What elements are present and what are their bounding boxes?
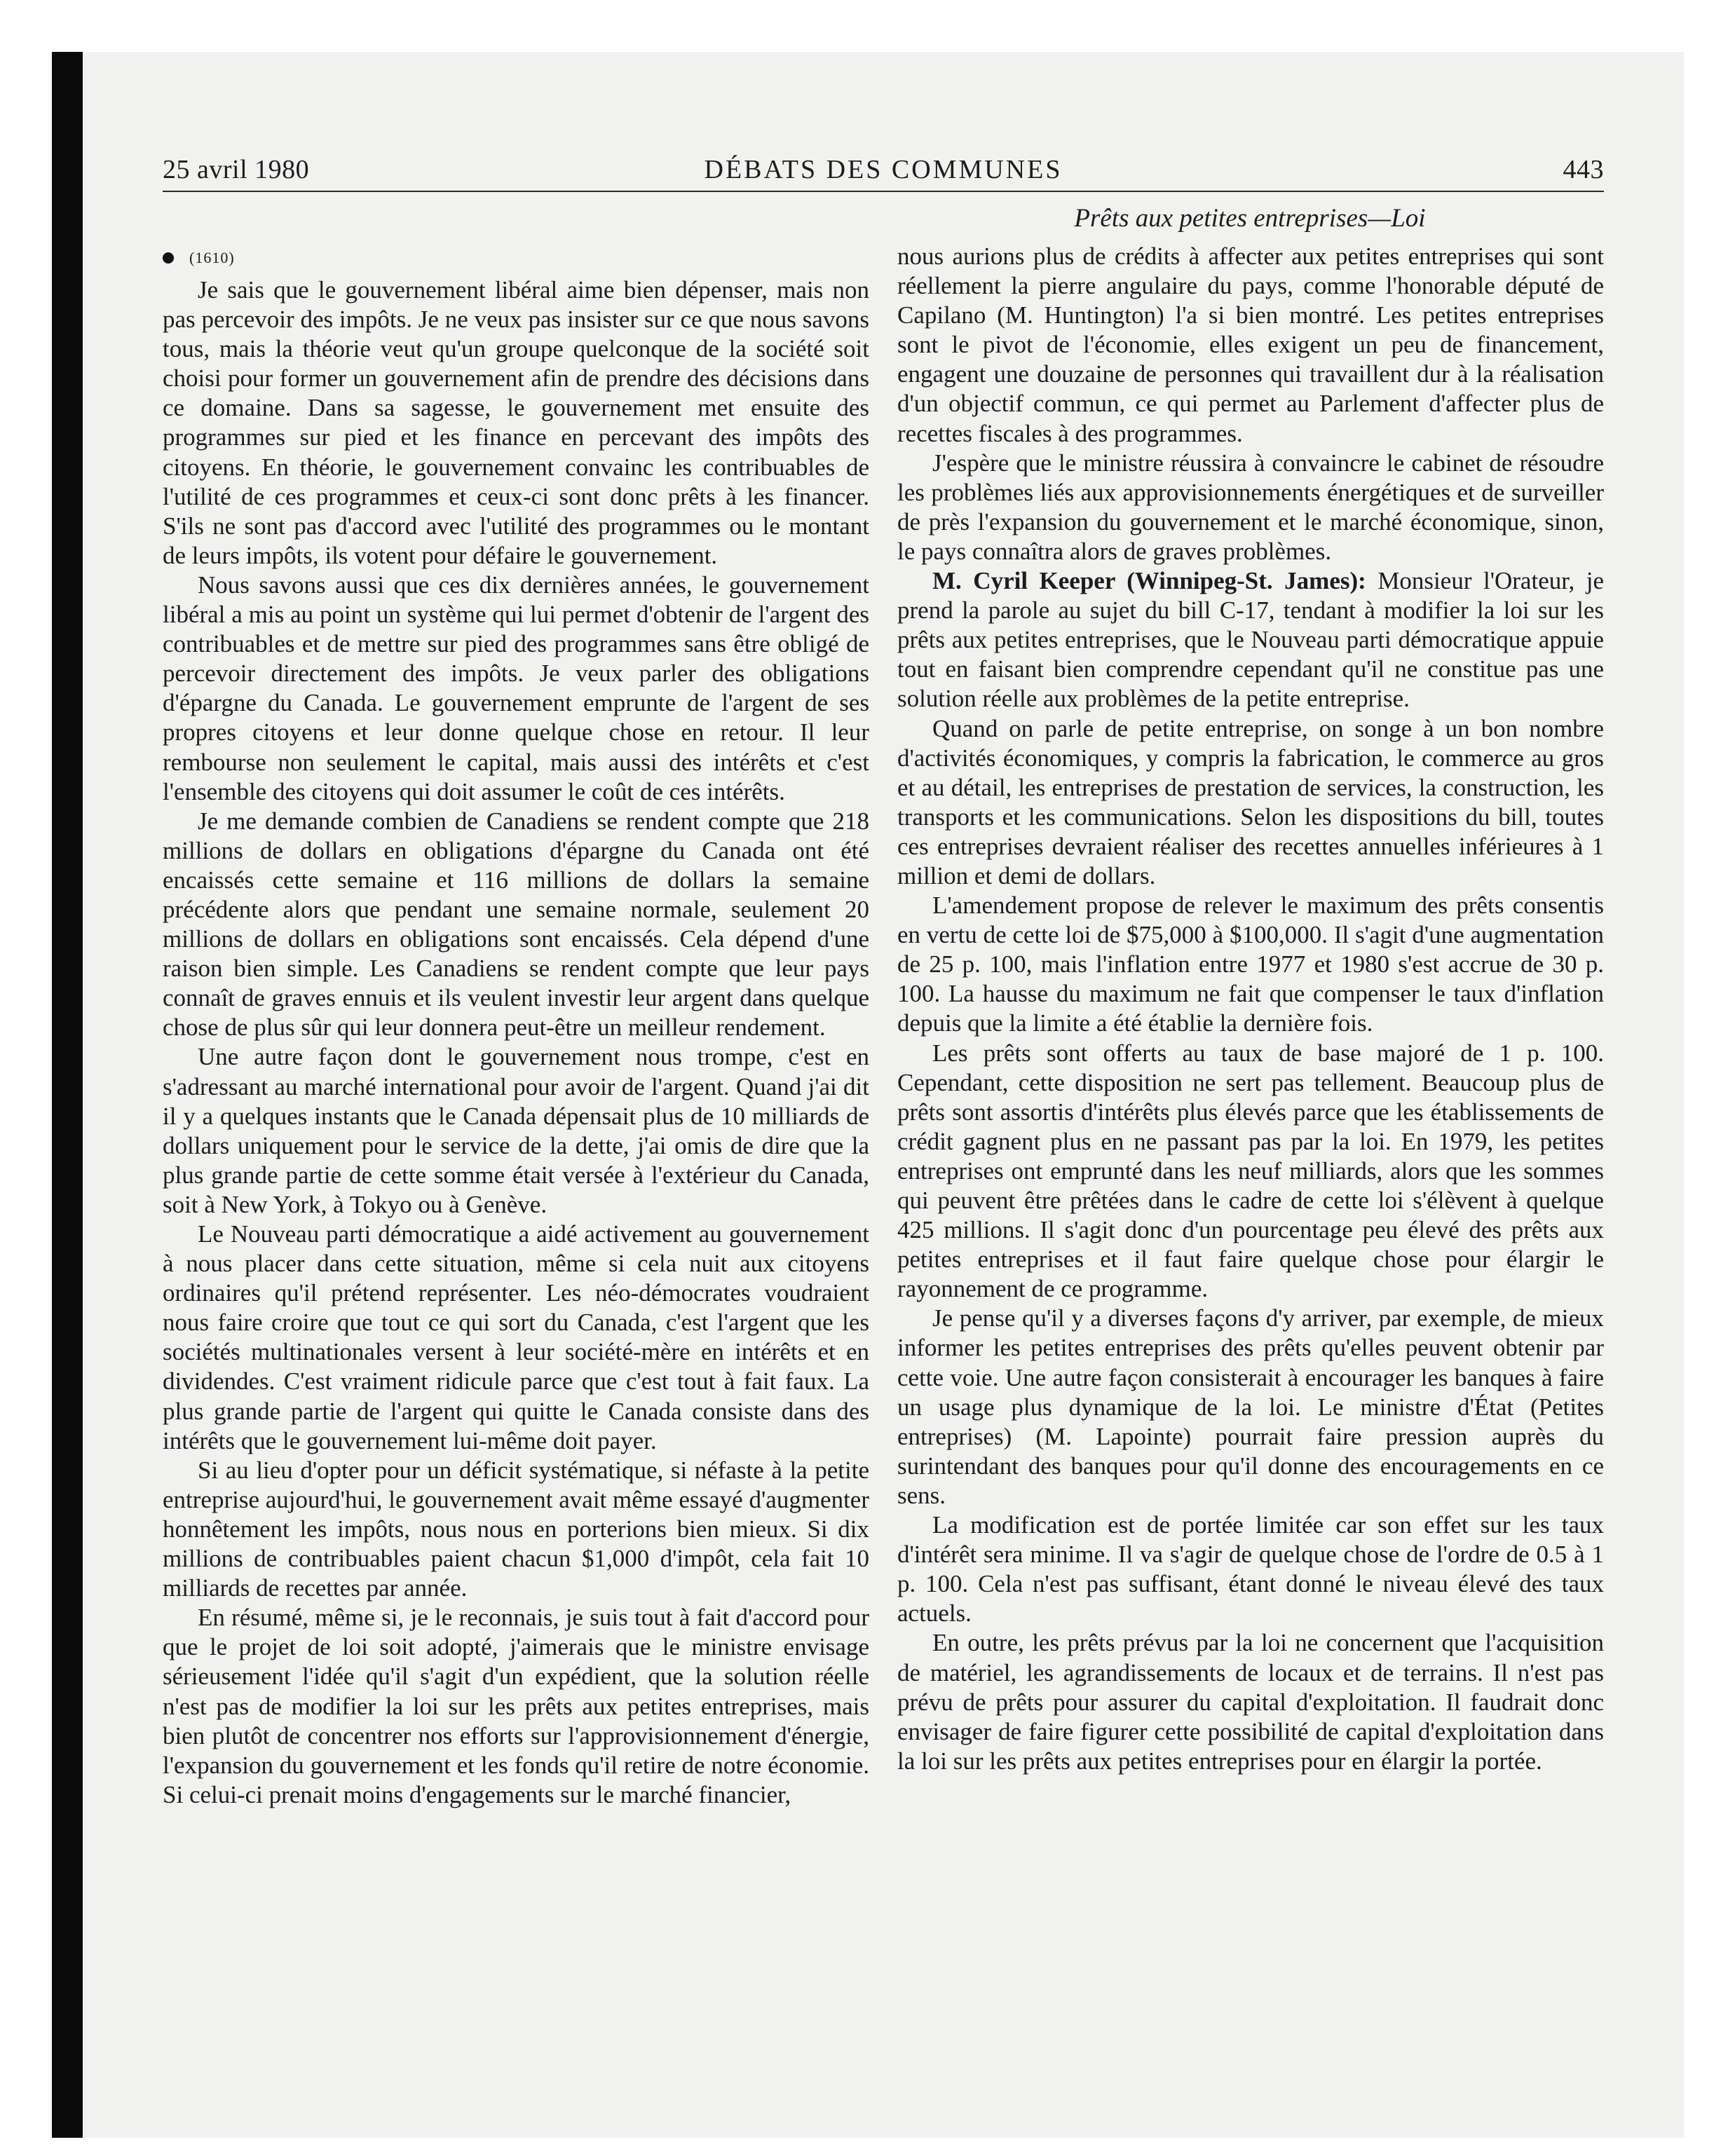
- paragraph-continuation: nous aurions plus de crédits à affecter aux petites entreprises qui sont réellement la pierre angulaire du pays, comme l'honorable député de Capilano (M. Huntington) l'a si bien montré. Les petites entreprises sont le pivot de l'économie, elles exigent un peu de financement, engagent une douzaine de personnes qui travaillent dur à la réalisation d'un objectif commun, ce qui permet au Parlement d'affecter plus de recettes fiscales à des programmes.: [897, 243, 1604, 447]
- paragraph: Une autre façon dont le gouvernement nous trompe, c'est en s'adressant au marché international pour avoir de l'argent. Quand j'ai dit il y a quelques instants que le Canada dépensait plus de 10 milliards de dollars uniquement pour le service de la dette, j'ai omis de dire que la plus grande partie de cette somme était versée à l'extérieur du Canada, soit à New York, à Tokyo ou à Genève.: [163, 1043, 869, 1218]
- header-title: DÉBATS DES COMMUNES: [704, 155, 1063, 184]
- paragraph: En résumé, même si, je le reconnais, je suis tout à fait d'accord pour que le projet de loi soit adopté, j'aimerais que le ministre envisage sérieusement l'idée qu'il s'agit d'un expédient, que la solution réelle n'est pas de modifier la loi sur les prêts aux petites entreprises, mais bien plutôt de concentrer nos efforts sur l'approvisionnement d'énergie, l'expansion du gouvernement et les fonds qu'il retire de notre économie. Si celui-ci prenait moins d'engagements sur le marché financier,: [163, 1604, 869, 1808]
- paragraph: Nous savons aussi que ces dix dernières années, le gouvernement libéral a mis au point un système qui lui permet d'obtenir de l'argent des contribuables et de mettre sur pied des programmes sans être obligé de percevoir directement des impôts. Je veux parler des obligations d'épargne du Canada. Le gouvernement emprunte de l'argent de ses propres citoyens et leur donne quelque chose en retour. Il leur rembourse non seulement le capital, mais aussi des intérêts et c'est l'ensemble des citoyens qui doit assumer le coût de ces intérêts.: [163, 571, 869, 805]
- paragraph: La modification est de portée limitée car son effet sur les taux d'intérêt sera minime. Il va s'agir de quelque chose de l'ordre de 0.5 à 1 p. 100. Cela n'est pas suffisant, étant donné le niveau élevé des taux actuels.: [897, 1511, 1604, 1628]
- paragraph: Les prêts sont offerts au taux de base majoré de 1 p. 100. Cependant, cette disposition ne sert pas tellement. Beaucoup plus de prêts sont assortis d'intérêts plus élevés parce que les établissements de crédit gagnent plus en ne passant pas par la loi. En 1979, les petites entreprises ont emprunté dans les neuf milliards, alors que les sommes qui peuvent être prêtées dans le cadre de cette loi s'élèvent à quelque 425 millions. Il s'agit donc d'un pourcentage peu élevé des prêts aux petites entreprises et il faut faire quelque chose pour élargir le rayonnement de ce programme.: [897, 1039, 1604, 1303]
- paragraph: J'espère que le ministre réussira à convaincre le cabinet de résoudre les problèmes liés aux approvisionnements énergétiques et de surveiller de près l'expansion du gouvernement et le marché économique, sinon, le pays connaîtra alors de graves problèmes.: [897, 449, 1604, 565]
- left-column: [163, 242, 869, 1810]
- time-marker: [163, 242, 869, 271]
- paragraph: En outre, les prêts prévus par la loi ne concernent que l'acquisition de matériel, les agrandissements de locaux et de terrains. Il n'est pas prévu de prêts pour assurer du capital d'exploitation. Il faudrait donc envisager de faire figurer cette possibilité de capital d'exploitation dans la loi sur les prêts aux petites entreprises pour en élargir la portée.: [897, 1629, 1604, 1775]
- header-rule: [163, 191, 1604, 192]
- paragraph: Je pense qu'il y a diverses façons d'y arriver, par exemple, de mieux informer les petites entreprises des prêts qu'elles peuvent obtenir par cette voie. Une autre façon consisterait à encourager les banques à faire un usage plus dynamique de la loi. Le ministre d'État (Petites entreprises) (M. Lapointe) pourrait faire pression auprès du surintendant des banques pour qu'il donne des encouragements en ce sens.: [897, 1304, 1604, 1509]
- speaker-name: M. Cyril Keeper (Winnipeg-St. James):: [932, 567, 1366, 595]
- speaker-text: Monsieur l'Orateur, je prend la parole au sujet du bill C-17, tendant à modifier la loi sur les prêts aux petites entreprises, que le Nouveau parti démocratique appuie tout en faisant bien comprendre cependant qu'il ne constitue pas une solution réelle aux problèmes de la petite entreprise.: [897, 567, 1604, 713]
- paragraph: Je sais que le gouvernement libéral aime bien dépenser, mais non pas percevoir des impôts. Je ne veux pas insister sur ce que nous savons tous, mais la théorie veut qu'un groupe quelconque de la société soit choisi pour former un gouvernement afin de prendre des décisions dans ce domaine. Dans sa sagesse, le gouvernement met ensuite des programmes sur pied et les finance en percevant des impôts des citoyens. En théorie, le gouvernement convainc les contribuables de l'utilité de ces programmes et ceux-ci sont donc prêts à les financer. S'ils ne sont pas d'accord avec l'utilité des programmes ou le montant de leurs impôts, ils votent pour défaire le gouvernement.: [163, 276, 869, 569]
- paragraph: Quand on parle de petite entreprise, on songe à un bon nombre d'activités économiques, y compris la fabrication, le commerce au gros et au détail, les entreprises de prestation de services, la construction, les transports et les communications. Selon les dispositions du bill, toutes ces entreprises devraient réaliser des recettes annuelles inférieures à 1 million et demi de dollars.: [897, 714, 1604, 889]
- header-date: 25 avril 1980: [163, 155, 310, 184]
- paragraph: Le Nouveau parti démocratique a aidé activement au gouvernement à nous placer dans cette situation, même si cela nuit aux citoyens ordinaires qu'il prétend représenter. Les néo-démocrates voudraient nous faire croire que tout ce qui sort du Canada, c'est l'argent que les sociétés multinationales versent à leur société-mère en intérêts et en dividendes. C'est vraiment ridicule parce que c'est tout à fait faux. La plus grande partie de l'argent qui quitte le Canada consiste dans des intérêts que le gouvernement lui-même doit payer.: [163, 1220, 869, 1454]
- time-code: (1610): [189, 248, 235, 266]
- paragraph: L'amendement propose de relever le maximum des prêts consentis en vertu de cette loi de $75,000 à $100,000. Il s'agit d'une augmentation de 25 p. 100, mais l'inflation entre 1977 et 1980 s'est accrue de 30 p. 100. La hausse du maximum ne fait que compenser le taux d'inflation depuis que la limite a été établie la dernière fois.: [897, 892, 1604, 1037]
- paragraph: Je me demande combien de Canadiens se rendent compte que 218 millions de dollars en obligations d'épargne du Canada ont été encaissés cette semaine et 116 millions de dollars la semaine précédente alors que pendant une semaine normale, seulement 20 millions de dollars en obligations sont encaissés. Cela dépend d'une raison bien simple. Les Canadiens se rendent compte que leur pays connaît de graves ennuis et ils veulent investir leur argent dans quelque chose de plus sûr qui leur donnera peut-être un meilleur rendement.: [163, 807, 869, 1042]
- running-title: Prêts aux petites entreprises—Loi: [1074, 204, 1426, 233]
- bullet-icon: [163, 252, 174, 264]
- page-header: [163, 154, 1604, 191]
- speaker-paragraph: [897, 566, 1604, 714]
- page-number: 443: [1563, 155, 1604, 184]
- paragraph: Si au lieu d'opter pour un déficit systématique, si néfaste à la petite entreprise aujourd'hui, le gouvernement avait même essayé d'augmenter honnêtement les impôts, nous nous en porterions bien mieux. Si dix millions de contribuables paient chacun $1,000 d'impôt, cela fait 10 milliards de recettes par année.: [163, 1456, 869, 1602]
- binding-edge: [52, 52, 83, 2138]
- right-column: [897, 242, 1604, 1776]
